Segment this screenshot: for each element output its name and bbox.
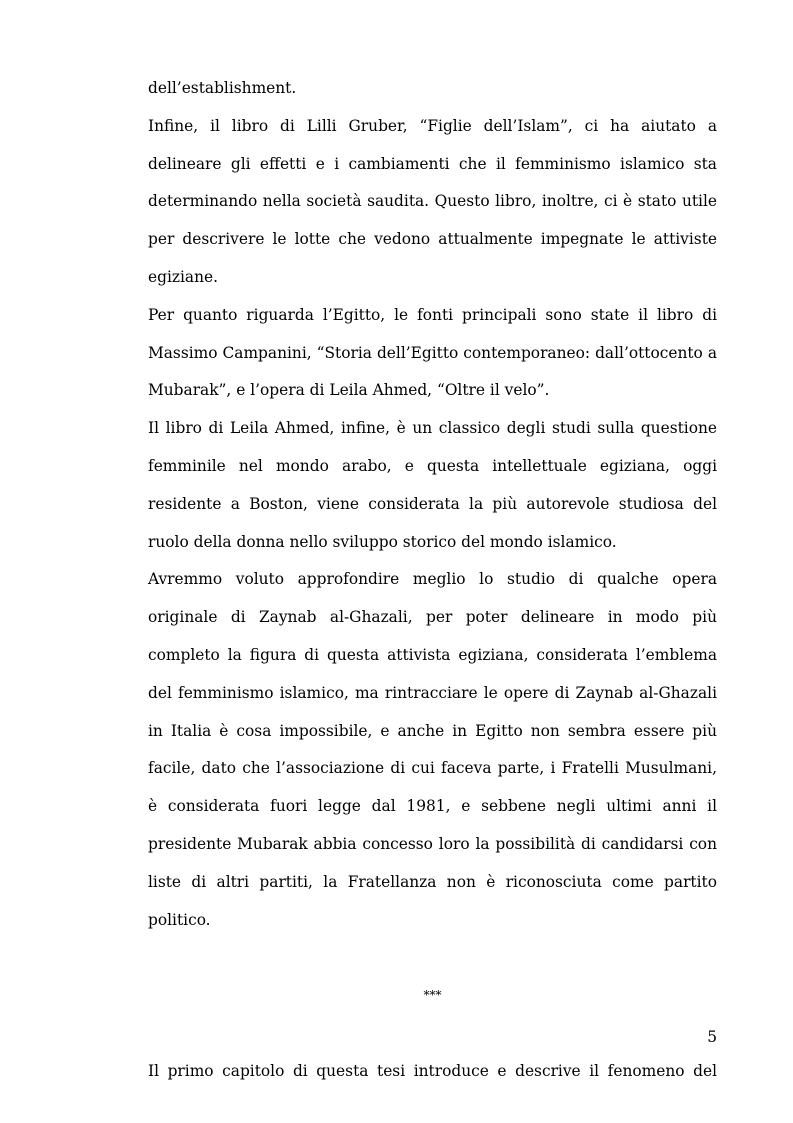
paragraph-6: Il primo capitolo di questa tesi introduce e descrive il fenomeno del	[148, 1061, 717, 1080]
section-separator: ***	[423, 988, 442, 1003]
page-body	[148, 70, 717, 1091]
paragraph-1: dell’establishment.	[148, 79, 297, 97]
page-number: 5	[707, 1028, 717, 1046]
paragraph-2: Infine, il libro di Lilli Gruber, “Figlie dell’Islam”, ci ha aiutato a delineare gli effetti e i cambiamenti che il femminismo islamico sta determinando nella società saudita. Questo libro, inoltre, ci è stato utile per descrivere le lotte che vedono attualmente impegnate le attiviste egiziane.	[148, 116, 717, 286]
paragraph-5: Avremmo voluto approfondire meglio lo studio di qualche opera originale di Zaynab al-Ghazali, per poter delineare in modo più completo la figura di questa attivista egiziana, considerata l’emblema del femminismo islamico, ma rintracciare le opere di Zaynab al-Ghazali in Italia è cosa impossibile, e anche in Egitto non sembra essere più facile, dato che l’associazione di cui faceva parte, i Fratelli Musulmani, è considerata fuori legge dal 1981, e sebbene negli ultimi anni il presidente Mubarak abbia concesso loro la possibilità di candidarsi con liste di altri partiti, la Fratellanza non è riconosciuta come partito politico.	[148, 570, 717, 929]
paragraph-4: Il libro di Leila Ahmed, infine, è un classico degli studi sulla questione femminile nel mondo arabo, e questa intellettuale egiziana, oggi residente a Boston, viene considerata la più autorevole studiosa del ruolo della donna nello sviluppo storico del mondo islamico.	[148, 419, 717, 551]
paragraph-3: Per quanto riguarda l’Egitto, le fonti principali sono state il libro di Massimo Campanini, “Storia dell’Egitto contemporaneo: dall’ottocento a Mubarak”, e l’opera di Leila Ahmed, “Oltre il velo”.	[148, 305, 717, 400]
